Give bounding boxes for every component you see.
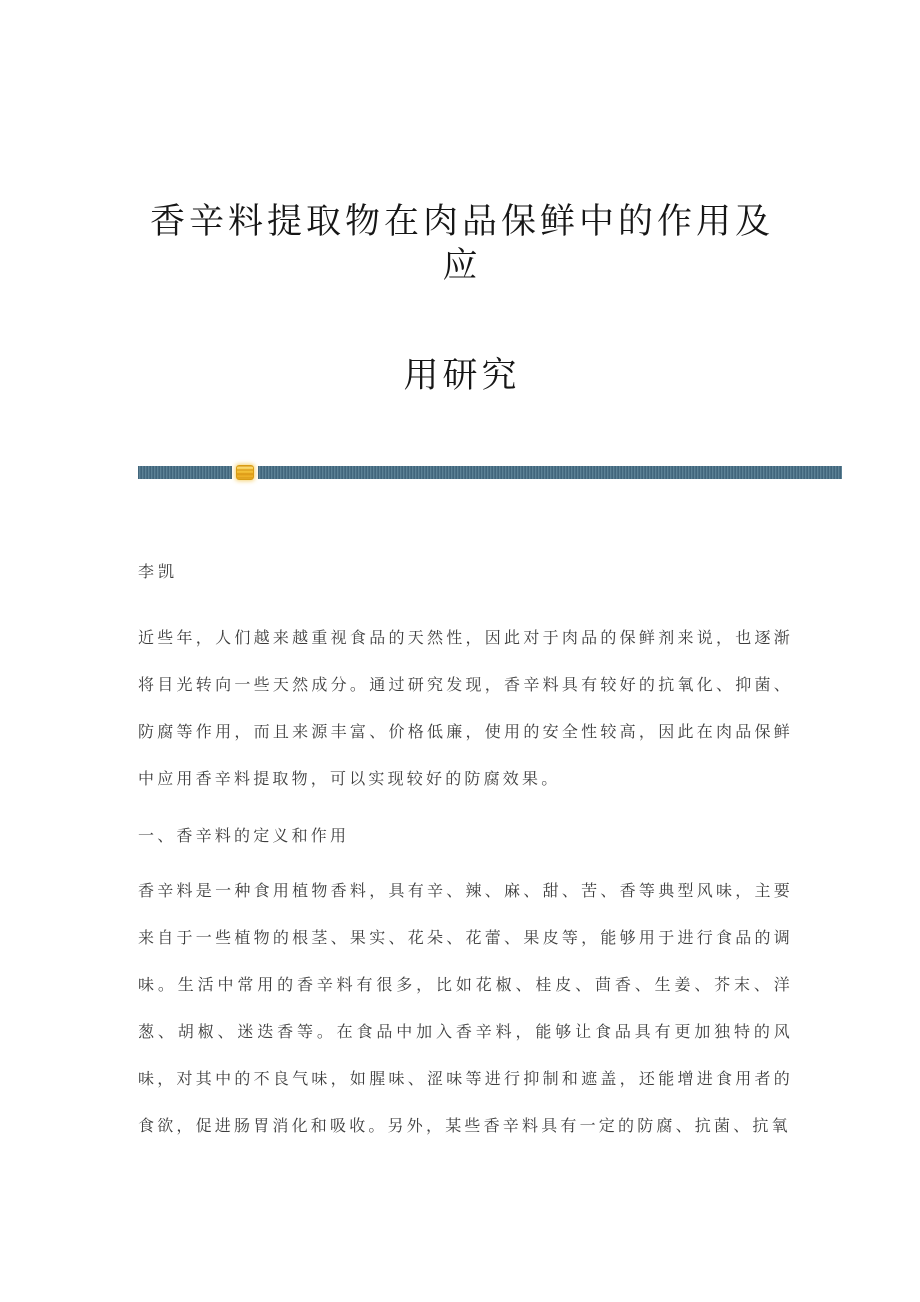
divider-line-right xyxy=(258,466,842,479)
document-title-line-1: 香辛料提取物在肉品保鲜中的作用及应 xyxy=(149,202,774,285)
intro-paragraph: 近些年，人们越来越重视食品的天然性，因此对于肉品的保鲜剂来说，也逐渐将目光转向一些天然成分。通过研究发现，香辛料具有较好的抗氧化、抑菌、防腐等作用，而且来源丰富、价格低廉，使用的安全性较高，因此在肉品保鲜中应用香辛料提取物，可以实现较好的防腐效果。 xyxy=(138,630,793,788)
document-title xyxy=(134,200,790,398)
title-divider xyxy=(138,466,842,479)
section-heading: 一、香辛料的定义和作用 xyxy=(138,828,350,845)
gold-badge-icon xyxy=(236,465,254,480)
section-paragraph: 香辛料是一种食用植物香料，具有辛、辣、麻、甜、苦、香等典型风味，主要来自于一些植物的根茎、果实、花朵、花蕾、果皮等，能够用于进行食品的调味。生活中常用的香辛料有很多，比如花椒、桂皮、茴香、生姜、芥末、洋葱、胡椒、迷迭香等。在食品中加入香辛料，能够让食品具有更加独特的风味，对其中的不良气味，如腥味、涩味等进行抑制和遮盖，还能增进食用者的食欲，促进肠胃消化和吸收。另外，某些香辛料具有一定的防腐、抗菌、抗氧 xyxy=(138,883,793,1135)
author-name: 李凯 xyxy=(138,564,179,581)
divider-line-left xyxy=(138,466,232,479)
document-title-line-2: 用研究 xyxy=(403,356,521,395)
